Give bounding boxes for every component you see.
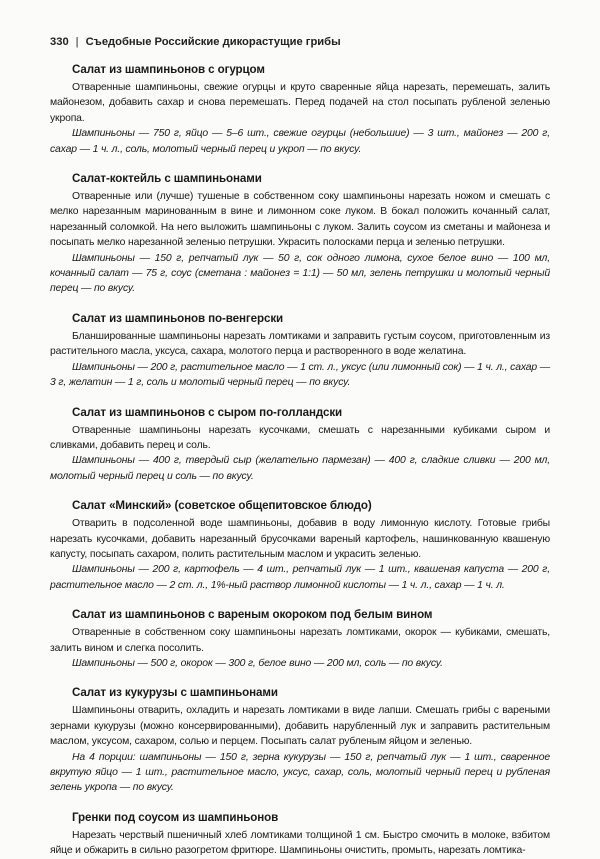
recipe-ingredients: Шампиньоны — 200 г, растительное масло — 1 ст. л., уксус (или лимонный сок) — 1 ч. л., сахар — 3 г, желатин — 1 г, соль и молотый черный перец — по вкусу. xyxy=(50,361,550,389)
recipe-ingredients: Шампиньоны — 150 г, репчатый лук — 50 г, сок одного лимона, сухое белое вино — 100 мл, кочанный салат — 75 г, соус (сметана : майонез = 1:1) — 50 мл, зелень петрушки и молотый черный перец — по вкусу. xyxy=(50,252,550,295)
recipe-title: Салат из кукурузы с шампиньонами xyxy=(72,686,278,700)
page-content xyxy=(50,58,550,859)
recipe-cocktail-salad xyxy=(50,167,550,297)
recipe-ingredients: На 4 порции: шампиньоны — 150 г, зерна кукурузы — 150 г, репчатый лук — 1 шт., сваренное вкрутую яйцо — 1 шт., растительное масло, уксус, сахар, соль, молотый черный перец и рубленая зелень укропа — по вкусу. xyxy=(50,751,550,794)
recipe-ham-wine-salad xyxy=(50,603,550,671)
recipe-cucumber-salad xyxy=(50,58,550,157)
recipe-text: Отваренные шампиньоны нарезать кусочками, смешать с нарезанными кубиками сыром и сливками, добавить перец и соль. xyxy=(50,424,550,451)
recipe-dutch-cheese-salad xyxy=(50,401,550,485)
recipe-text: Отварить в подсоленной воде шампиньоны, добавив в воду лимонную кислоту. Готовые грибы нарезать кусочками, добавить нарезанный брусочками вареный картофель, нашинкованную квашеную капусту, посыпать сахаром, полить растительным маслом и украсить зеленью. xyxy=(50,518,550,560)
recipe-ingredients: Шампиньоны — 400 г, твердый сыр (желательно пармезан) — 400 г, сладкие сливки — 200 мл, молотый черный перец и соль — по вкусу. xyxy=(50,455,550,482)
recipe-corn-salad xyxy=(50,681,550,795)
recipe-title: Салат «Минский» (советское общепитовское блюдо) xyxy=(72,499,372,513)
page-number: 330 xyxy=(50,36,69,48)
header-separator: | xyxy=(75,36,79,48)
recipe-title: Салат из шампиньонов с вареным окороком под белым вином xyxy=(72,608,433,622)
recipe-text: Шампиньоны отварить, охладить и нарезать ломтиками в виде лапши. Смешать грибы с вареными зернами кукурузы (можно консервированными), добавить нарубленный лук и заправить растительным маслом, уксусом, сахаром, солью и перцем. Посыпать салат рубленым яйцом и зеленью. xyxy=(50,705,550,748)
recipe-text: Отваренные шампиньоны, свежие огурцы и круто сваренные яйца нарезать, перемешать, залить майонезом, добавить сахар и снова перемешать. Перед подачей на стол посыпать рубленой зеленью укропа. xyxy=(50,82,550,124)
recipe-hungarian-salad xyxy=(50,307,550,391)
recipe-ingredients: Шампиньоны — 500 г, окорок — 300 г, белое вино — 200 мл, соль — по вкусу. xyxy=(72,657,443,669)
recipe-text: Бланшированные шампиньоны нарезать ломтиками и заправить густым соусом, приготовленным из растительного масла, уксуса, сахара, молотого перца и растворенного в воде желатина. xyxy=(50,330,550,358)
recipe-title: Гренки под соусом из шампиньонов xyxy=(72,810,279,824)
recipe-title: Салат из шампиньонов с огурцом xyxy=(72,63,265,76)
recipe-ingredients: Шампиньоны — 750 г, яйцо — 5–6 шт., свежие огурцы (небольшие) — 3 шт., майонез — 200 г, сахар — 1 ч. л., соль, молотый черный перец и укроп — по вкусу. xyxy=(50,128,550,155)
recipe-text: Отваренные в собственном соку шампиньоны нарезать ломтиками, окорок — кубиками, смешать, залить вином и слегка посолить. xyxy=(50,627,550,654)
running-header xyxy=(50,36,341,48)
recipe-text: Отваренные или (лучше) тушеные в собственном соку шампиньоны нарезать ножом и смешать с мелко нарезанным маринованным в вине и лимонном соке луком. В бокал положить кочанный салат, нарезанный соломкой. На него выложить шампиньоны с луком. Залить соусом из сметаны и майонеза и посыпать мелко нарезанной зеленью петрушки. Украсить полосками перца и зеленью петрушки. xyxy=(50,191,550,249)
recipe-title: Салат из шампиньонов с сыром по-голландски xyxy=(72,405,343,419)
recipe-minsky-salad xyxy=(50,494,550,593)
recipe-title: Салат-коктейль с шампиньонами xyxy=(72,172,262,186)
recipe-title: Салат из шампиньонов по-венгерски xyxy=(72,311,284,325)
recipe-croutons-sauce xyxy=(50,806,550,859)
book-title: Съедобные Российские дикорастущие грибы xyxy=(85,36,341,48)
recipe-ingredients: Шампиньоны — 200 г, картофель — 4 шт., репчатый лук — 1 шт., квашеная капуста — 200 г, растительное масло — 2 ст. л., 1%-ный раствор лимонной кислоты — 1 ч. л., сахар — 1 ч. л. xyxy=(50,564,550,591)
recipe-text: Нарезать черствый пшеничный хлеб ломтиками толщиной 1 см. Быстро смочить в молоке, взбитом яйце и обжарить в сильно разогретом фритюре. Шампиньоны очистить, промыть, нарезать ломтика- xyxy=(50,829,550,857)
